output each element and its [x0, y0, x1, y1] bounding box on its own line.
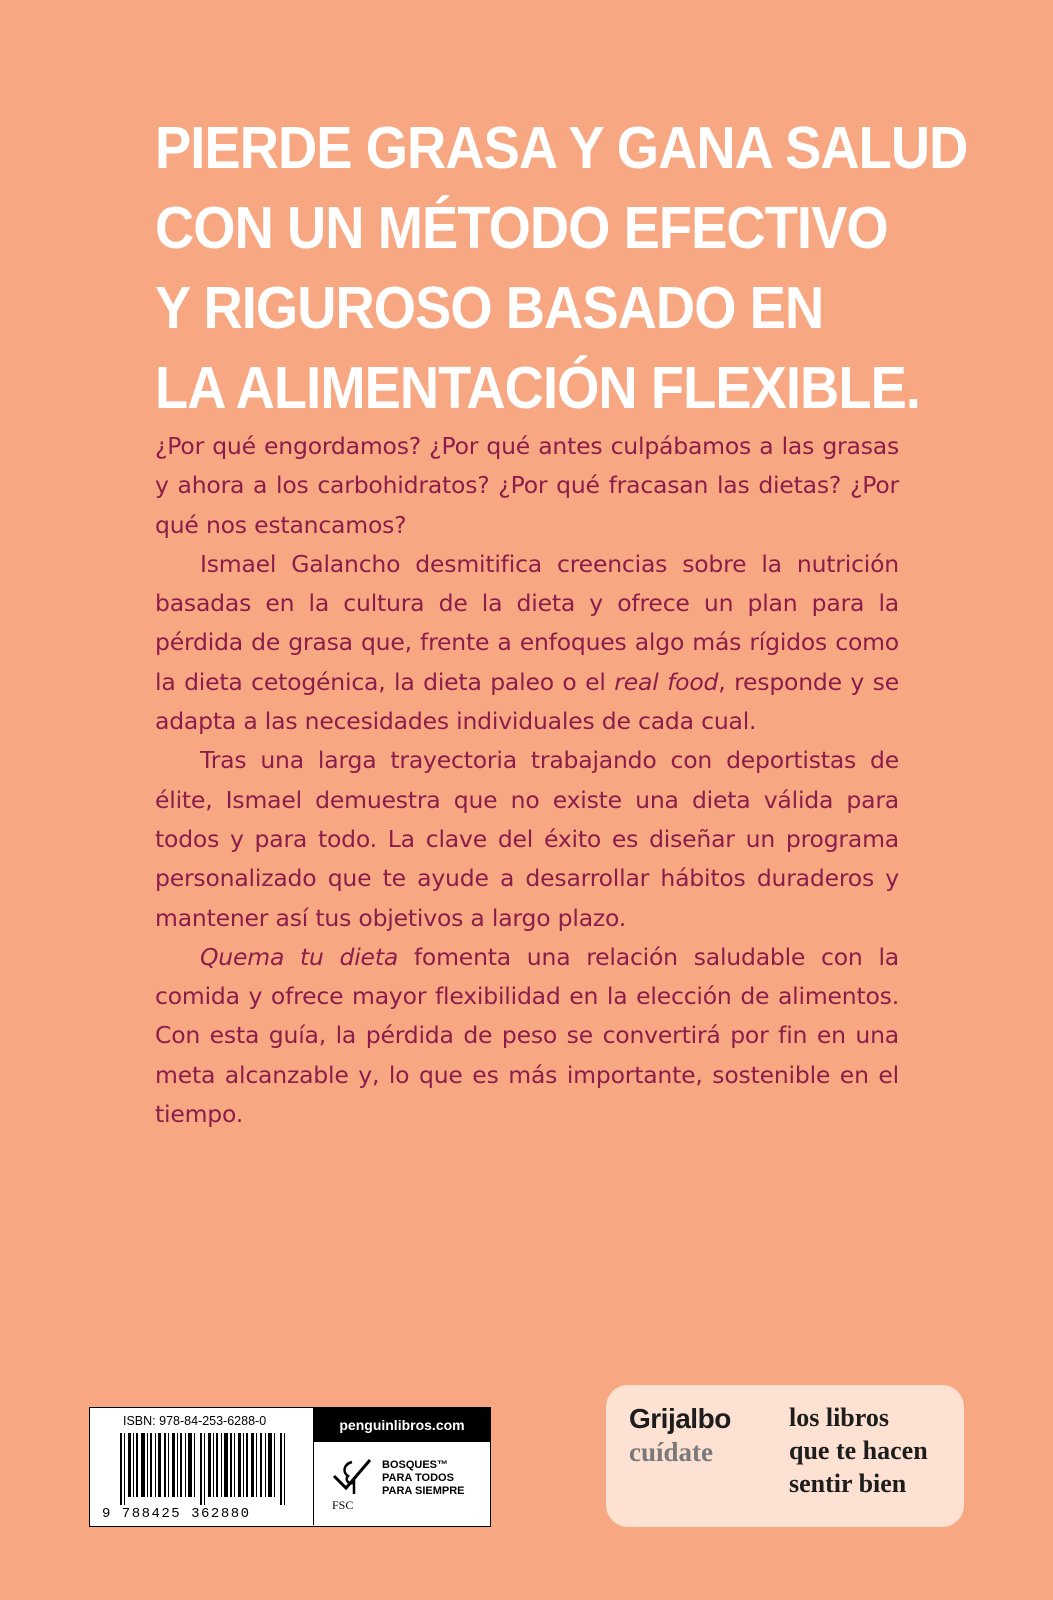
tagline-line: que te hacen [789, 1436, 928, 1465]
publisher-tagline [789, 1401, 959, 1500]
tagline-line: los libros [789, 1403, 889, 1432]
blurb [155, 427, 899, 1134]
fsc-label: FSC [332, 1498, 354, 1512]
headline-line: LA ALIMENTACIÓN FLEXIBLE. [155, 355, 921, 421]
blurb-text: fomenta una relación saludable con la comida y ofrece mayor flexibilidad en la elección de alimentos. Con esta guía, la pérdida de peso se convertirá por fin en una meta alcanzable y, lo que es más importante, sostenible en el tiempo. [155, 942, 899, 1129]
blurb-text: Ismael Galancho desmitifica creencias sobre la nutrición basadas en la cultura de la dieta y ofrece un plan para la pérdida de grasa que, frente a enfoques algo más rígidos como la dieta cetogénica, la dieta paleo o el [155, 549, 899, 696]
headline-line: PIERDE GRASA Y GANA SALUD [155, 115, 968, 181]
fsc-line: BOSQUES™ [382, 1459, 449, 1471]
website-label: penguinlibros.com [314, 1408, 490, 1442]
collection-name: cuídate [629, 1437, 713, 1467]
blurb-paragraph: ¿Por qué engordamos? ¿Por qué antes culpábamos a las grasas y ahora a los carbohidratos? ¿Por qué fracasan las dietas? ¿Por qué nos estancamos? [155, 432, 899, 539]
barcode-panel [89, 1407, 491, 1527]
blurb-paragraph [155, 545, 899, 741]
headline-line: Y RIGUROSO BASADO EN [155, 275, 824, 341]
book-title-italic: Quema tu dieta [200, 942, 399, 971]
publisher-name: Grijalbo [629, 1403, 731, 1434]
blurb-paragraph: Tras una larga trayectoria trabajando con deportistas de élite, Ismael demuestra que no existe una dieta válida para todos y para todo. La clave del éxito es diseñar un programa personalizado que te ayude a desarrollar hábitos duraderos y mantener así tus objetivos a largo plazo. [155, 746, 899, 932]
tagline-line: sentir bien [789, 1469, 907, 1498]
blurb-italic: real food [614, 667, 719, 696]
fsc-logo [330, 1454, 480, 1518]
isbn-digits: 9 788425 362880 [102, 1506, 251, 1522]
isbn-label: ISBN: 978-84-253-6288-0 [123, 1414, 267, 1428]
tree-checkmark-icon [330, 1454, 374, 1498]
blurb-paragraph [155, 938, 899, 1134]
headline [155, 108, 968, 428]
barcode-icon [120, 1433, 290, 1505]
headline-line: CON UN MÉTODO EFECTIVO [155, 195, 888, 261]
fsc-line: PARA SIEMPRE [382, 1485, 465, 1497]
blurb-text: , responde y se adapta a las necesidades individuales de cada cual. [155, 667, 899, 736]
fsc-slogan [382, 1459, 465, 1498]
fsc-line: PARA TODOS [382, 1472, 454, 1484]
isbn-section [90, 1408, 314, 1525]
publisher-badge [606, 1385, 964, 1527]
